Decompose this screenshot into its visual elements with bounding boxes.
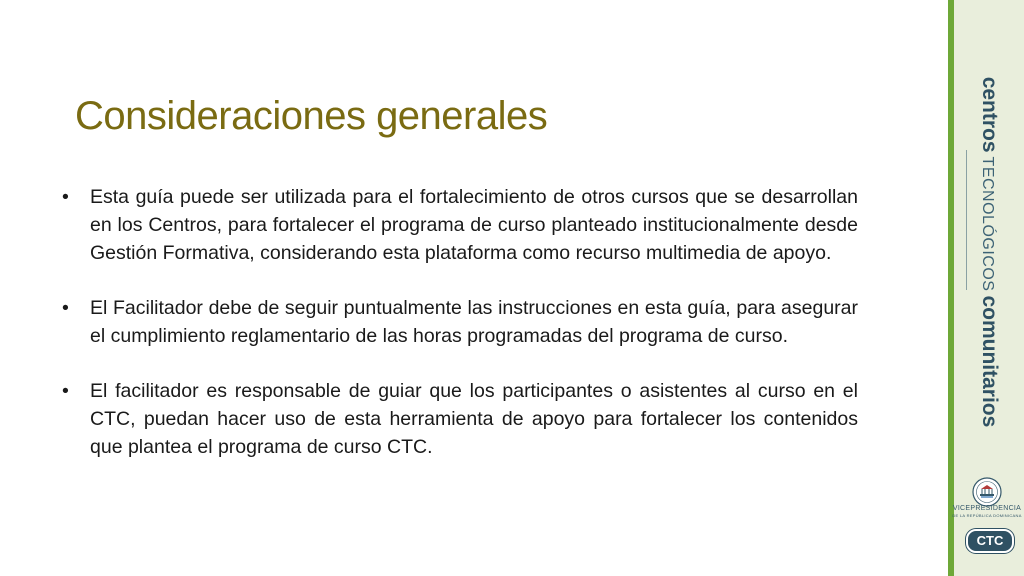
- bullet-item: [62, 294, 858, 350]
- brand-logotype: [974, 72, 1004, 432]
- seal-sublabel: DE LA REPÚBLICA DOMINICANA: [952, 513, 1022, 518]
- bullet-item: [62, 377, 858, 461]
- bullet-marker: •: [62, 297, 69, 319]
- bullet-item: [62, 183, 858, 267]
- brand-word-comunitarios: comunitarios: [978, 295, 1001, 428]
- government-seal-icon: [972, 477, 1002, 507]
- seal-label: VICEPRESIDENCIA: [952, 505, 1022, 512]
- seal-caption: [952, 505, 1022, 518]
- bullet-text: El Facilitador debe de seguir puntualmente las instrucciones en esta guía, para asegurar el cumplimiento reglamentario de las horas programadas del programa de curso.: [90, 297, 858, 347]
- bullet-list: [62, 183, 858, 488]
- bullet-marker: •: [62, 380, 69, 402]
- ctc-logo-badge: CTC: [966, 529, 1014, 553]
- bullet-text: Esta guía puede ser utilizada para el fortalecimiento de otros cursos que se desarrollan en los Centros, para fortalecer el programa de curso planteado institucionalmente desde Gestión Formativa, considerando esta plataforma como recurso multimedia de apoyo.: [90, 186, 858, 264]
- brand-word-centros: centros: [978, 76, 1001, 153]
- slide-title: Consideraciones generales: [75, 94, 548, 138]
- brand-word-tecnologicos: TECNOLÓGICOS: [979, 156, 996, 292]
- brand-divider: [966, 150, 971, 290]
- bullet-marker: •: [62, 186, 69, 208]
- bullet-text: El facilitador es responsable de guiar que los participantes o asistentes al curso en el CTC, puedan hacer uso de esta herramienta de apoyo para fortalecer los contenidos que plantea el programa de curso CTC.: [90, 380, 858, 458]
